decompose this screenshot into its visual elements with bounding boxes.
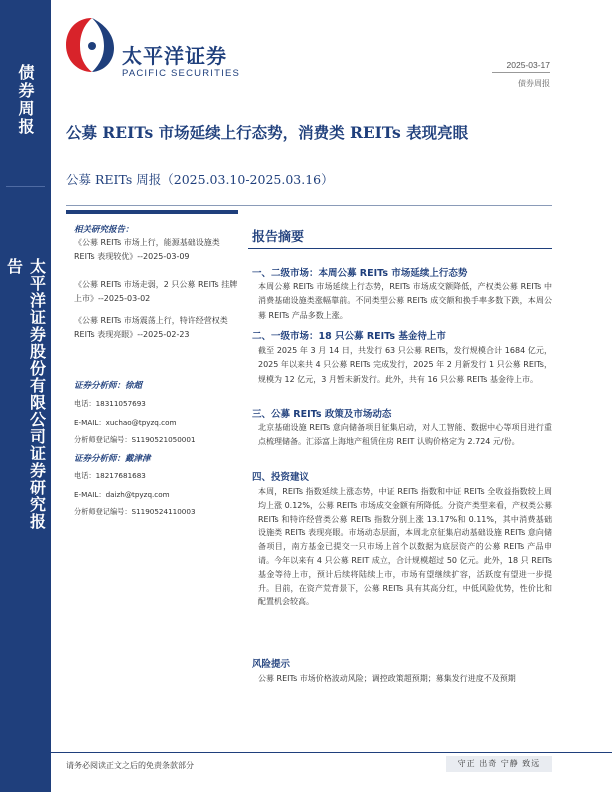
page-title: 公募 REITs 市场延续上行态势，消费类 REITs 表现亮眼 — [66, 123, 469, 142]
analyst-phone: 电话：18217681683 — [74, 471, 146, 480]
header-divider — [492, 72, 550, 73]
analyst-heading: 证券分析师：徐超 — [74, 381, 143, 391]
company-name-cn: 太平洋证券 — [122, 44, 227, 68]
related-report-item[interactable]: 《公募 REITs 市场震荡上行，特许经营权类 REITs 表现亮眼》--2025-02-23 — [74, 316, 228, 339]
footer-disclaimer: 请务必阅读正文之后的免责条款部分 — [66, 761, 194, 770]
left-sidebar — [0, 0, 51, 792]
report-date: 2025-03-17 — [506, 60, 550, 70]
section-text: 本周，REITs 指数延续上涨态势，中证 REITs 指数和中证 REITs 全收益指数较上周均上涨 0.12%，公募 REITs 市场成交金额有所降低。分资产类型来看，产权类公募 REITs 和特许经营类公募 REITs 指数分别上涨 13.17%和 0.11%，其中消费基础设施类 REITs 表现亮眼。市场动态层面，本周北京征集启动基础设施 REITs 意向储备项目，南方基金已提交一只市场上首个以数据为底层资产的公募 REITs 产品申请。今年以来有 4 只公募 REIT 成立，合计规模超过 50 亿元。此外，18 只 REITs 基金等待上市，预计后续将陆续上市，市场有望继续扩容，活跃度有望进一步提升。目前，在资产荒背景下，公募 REITs 具有其高分红，中低风险优势，性价比和配置机会较高。 — [258, 487, 552, 607]
section-text: 截至 2025 年 3 月 14 日，共发行 63 只公募 REITs，发行规模合计 1684 亿元，2025 年以来共 4 只公募 REITs 完成发行，2025 年 2 月新发行 1 只公募 REITs，规模为 12 亿元，3 月暂未新发行。此外，共有 16 只公募 REITs 基金待上市。 — [258, 346, 552, 384]
sidebar-company-label: 太平洋证券股份有限公司证券研究报告 — [4, 258, 47, 530]
section-heading: 二、一级市场：18 只公募 REITs 基金待上市 — [252, 331, 446, 342]
footer-motto: 守正 出奇 宁静 致远 — [446, 756, 552, 772]
related-reports-heading: 相关研究报告： — [74, 225, 134, 235]
left-column-band — [66, 210, 238, 214]
analyst-cert: 分析师登记编号：S1190524110003 — [74, 507, 196, 516]
section-heading: 一、二级市场：本周公募 REITs 市场延续上行态势 — [252, 268, 468, 279]
company-name-en: PACIFIC SECURITIES — [122, 68, 241, 79]
risk-heading: 风险提示 — [252, 659, 291, 670]
analyst-email[interactable]: E-MAIL：xuchao@tpyzq.com — [74, 418, 177, 427]
section-heading: 四、投资建议 — [252, 472, 310, 483]
sidebar-report-type: 债券周报 — [16, 64, 35, 136]
analyst-heading: 证券分析师：戴津津 — [74, 454, 151, 464]
footer-divider — [51, 752, 612, 753]
section-text: 北京基础设施 REITs 意向储备项目征集启动，对人工智能、数据中心等项目进行重点梳理储备。汇添富上海地产租赁住房 REIT 认购价格定为 2.724 元/份。 — [258, 423, 552, 447]
sidebar-divider — [6, 186, 45, 187]
logo-mark-icon — [62, 14, 122, 78]
page-subtitle: 公募 REITs 周报（2025.03.10-2025.03.16） — [66, 172, 334, 187]
analyst-cert: 分析师登记编号：S1190521050001 — [74, 435, 196, 444]
risk-text: 公募 REITs 市场价格波动风险；调控政策超预期；募集发行进度不及预期 — [258, 674, 516, 683]
section-text: 本周公募 REITs 市场延续上行态势，REITs 市场成交额降低，产权类公募 REITs 中消费基础设施类涨幅靠前。不同类型公募 REITs 成交额和换手率多数下跌，本周公募 REITs 产品多数上涨。 — [258, 282, 552, 320]
analyst-phone: 电话：18311057693 — [74, 399, 146, 408]
related-report-item[interactable]: 《公募 REITs 市场上行，能源基础设施类 REITs 表现较优》--2025-03-09 — [74, 238, 220, 261]
section-heading: 三、公募 REITs 政策及市场动态 — [252, 409, 392, 420]
report-type: 债券周报 — [518, 79, 550, 88]
related-report-item[interactable]: 《公募 REITs 市场走弱，2 只公募 REITs 挂牌上市》--2025-03-02 — [74, 280, 238, 303]
summary-divider — [248, 248, 552, 249]
analyst-email[interactable]: E-MAIL：daizh@tpyzq.com — [74, 490, 170, 499]
summary-heading: 报告摘要 — [252, 230, 305, 245]
subtitle-divider — [66, 205, 552, 206]
